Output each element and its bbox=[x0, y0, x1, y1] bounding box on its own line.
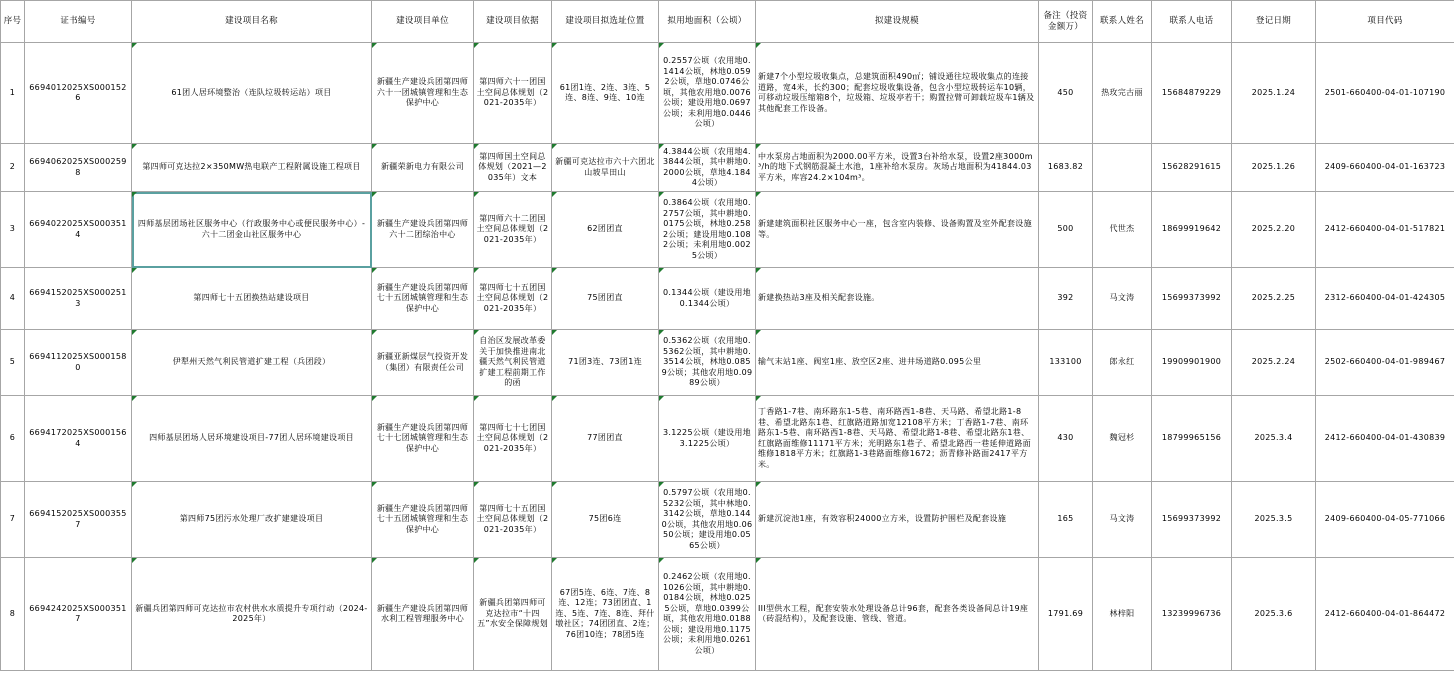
project-name-cell[interactable] bbox=[132, 396, 372, 482]
investment-cell[interactable] bbox=[1039, 268, 1093, 330]
cell-text: 0.1344公顷（建设用地0.1344公顷） bbox=[663, 288, 751, 308]
cell-text: 新疆生产建设兵团第四师六十一团城镇管理和生态保护中心 bbox=[376, 77, 469, 108]
location-cell[interactable] bbox=[552, 330, 659, 396]
column-header[interactable]: 备注（投资金额万） bbox=[1039, 1, 1093, 43]
cell-text: 61团1连、2连、3连、5连、8连、9连、10连 bbox=[559, 82, 651, 102]
table-row bbox=[1, 396, 1454, 482]
cell-text: 77团团直 bbox=[587, 433, 623, 443]
cell-text: 15699373992 bbox=[1161, 293, 1222, 303]
land-area-cell[interactable] bbox=[659, 192, 756, 268]
column-header[interactable]: 建设项目拟选址位置 bbox=[552, 1, 659, 43]
cell-text: 2025.2.24 bbox=[1251, 357, 1296, 367]
table-row bbox=[1, 43, 1454, 144]
column-header[interactable]: 序号 bbox=[1, 1, 25, 43]
cell-text: 2409-660400-04-01-163723 bbox=[1324, 162, 1446, 172]
cell-text: 6694152025XS0003557 bbox=[29, 509, 127, 529]
cell-text: 2025.3.6 bbox=[1254, 608, 1293, 618]
cell-text: 第四师七十七团国土空间总体规划（2021-2035年） bbox=[476, 422, 549, 453]
land-area-cell[interactable] bbox=[659, 396, 756, 482]
cell-text: 62团团直 bbox=[587, 224, 623, 234]
cell-text: 新建换热站3座及相关配套设施。 bbox=[758, 293, 880, 303]
column-header[interactable]: 联系人电话 bbox=[1152, 1, 1232, 43]
cell-text: 15628291615 bbox=[1161, 162, 1222, 172]
land-area-cell[interactable] bbox=[659, 482, 756, 558]
project-name-cell[interactable] bbox=[132, 558, 372, 671]
cell-text: 2025.3.4 bbox=[1254, 433, 1293, 443]
cell-text: 450 bbox=[1057, 87, 1074, 97]
row-number-cell[interactable] bbox=[1, 268, 25, 330]
cell-text: 2312-660400-04-01-424305 bbox=[1324, 293, 1446, 303]
cell-text: 6694152025XS0002513 bbox=[29, 288, 127, 308]
cell-text: 430 bbox=[1057, 433, 1074, 443]
register-date-cell[interactable] bbox=[1232, 268, 1316, 330]
table-row bbox=[1, 330, 1454, 396]
row-number-cell[interactable] bbox=[1, 482, 25, 558]
table-row bbox=[1, 192, 1454, 268]
cell-text: 133100 bbox=[1049, 357, 1082, 367]
cell-text: 6694062025XS0002598 bbox=[29, 157, 127, 177]
cell-text: 71团3连、73团1连 bbox=[568, 357, 642, 367]
project-name-cell[interactable] bbox=[132, 144, 372, 192]
cell-text: 500 bbox=[1057, 224, 1074, 234]
project-name-cell[interactable] bbox=[132, 482, 372, 558]
cell-text: 第四师75团污水处理厂改扩建建设项目 bbox=[179, 514, 324, 524]
cell-text: 新疆生产建设兵团第四师七十七团城镇管理和生态保护中心 bbox=[376, 422, 469, 453]
location-cell[interactable] bbox=[552, 43, 659, 144]
register-date-cell[interactable] bbox=[1232, 330, 1316, 396]
cell-text: 13239996736 bbox=[1161, 608, 1222, 618]
cell-text: 新疆生产建设兵团第四师七十五团城镇管理和生态保护中心 bbox=[376, 282, 469, 313]
project-code-cell[interactable] bbox=[1316, 482, 1454, 558]
cell-text: 新疆亚新煤层气投资开发（集团）有限责任公司 bbox=[376, 352, 469, 372]
register-date-cell[interactable] bbox=[1232, 482, 1316, 558]
table-row bbox=[1, 482, 1454, 558]
construction-scale-cell[interactable] bbox=[756, 330, 1039, 396]
cell-text: 新疆兵团第四师可克达拉市农村供水水质提升专项行动（2024-2025年） bbox=[135, 603, 368, 623]
cell-text: 8 bbox=[9, 608, 16, 618]
row-number-cell[interactable] bbox=[1, 396, 25, 482]
cell-text: 新疆可克达拉市六十六团北山坡旱田山 bbox=[555, 157, 655, 177]
column-header[interactable]: 证书编号 bbox=[25, 1, 132, 43]
investment-cell[interactable] bbox=[1039, 396, 1093, 482]
cell-text: 67团5连、6连、7连、8连、12连；73团团直、1连、5连、7连、8连、拜什墩社区；74团团直、2连；76团10连；78团5连 bbox=[555, 587, 655, 639]
register-date-cell[interactable] bbox=[1232, 192, 1316, 268]
cell-text: 林梓阳 bbox=[1109, 608, 1135, 618]
cell-text: 6 bbox=[9, 433, 16, 443]
cell-text: 2025.1.24 bbox=[1251, 87, 1296, 97]
row-number-cell[interactable] bbox=[1, 144, 25, 192]
project-code-cell[interactable] bbox=[1316, 330, 1454, 396]
cell-text: 自治区发展改革委关于加快推进南北疆天然气利民管道扩建工程前期工作的函 bbox=[479, 336, 546, 388]
project-basis-cell[interactable] bbox=[474, 330, 552, 396]
column-header[interactable]: 联系人姓名 bbox=[1093, 1, 1152, 43]
cell-text: 18699919642 bbox=[1161, 224, 1222, 234]
project-unit-cell[interactable] bbox=[372, 482, 474, 558]
cell-text: 61团人居环境整治（连队垃圾转运站）项目 bbox=[171, 87, 332, 97]
project-basis-cell[interactable] bbox=[474, 43, 552, 144]
construction-scale-cell[interactable] bbox=[756, 43, 1039, 144]
location-cell[interactable] bbox=[552, 144, 659, 192]
contact-phone-cell[interactable] bbox=[1152, 268, 1232, 330]
register-date-cell[interactable] bbox=[1232, 43, 1316, 144]
cell-text: 新疆生产建设兵团第四师七十五团城镇管理和生态保护中心 bbox=[376, 503, 469, 534]
cell-text: 新疆兵团第四师可克达拉市“十四五”水安全保障规划 bbox=[477, 598, 548, 629]
project-code-cell[interactable] bbox=[1316, 558, 1454, 671]
row-number-cell[interactable] bbox=[1, 192, 25, 268]
cell-text: 6694242025XS0003517 bbox=[29, 603, 127, 623]
cell-text: 6694022025XS0003514 bbox=[29, 219, 127, 239]
cert-number-cell[interactable] bbox=[25, 396, 132, 482]
contact-phone-cell[interactable] bbox=[1152, 43, 1232, 144]
cell-text: 第四师可克达拉2×350MW热电联产工程附属设施工程项目 bbox=[142, 162, 361, 172]
cell-text: 7 bbox=[9, 514, 16, 524]
land-area-cell[interactable] bbox=[659, 144, 756, 192]
location-cell[interactable] bbox=[552, 558, 659, 671]
cell-text: 新疆荣新电力有限公司 bbox=[381, 162, 464, 172]
row-number-cell[interactable] bbox=[1, 330, 25, 396]
cell-text: 2502-660400-04-01-989467 bbox=[1324, 357, 1446, 367]
land-area-cell[interactable] bbox=[659, 43, 756, 144]
land-area-cell[interactable] bbox=[659, 268, 756, 330]
cell-text: 0.5362公顷（农用地0.5362公顷，其中耕地0.3514公顷，林地0.0859公顷；其他农用地0.0989公顷） bbox=[661, 336, 753, 388]
cell-text: 第四师六十一团国土空间总体规划（2021-2035年） bbox=[476, 77, 549, 108]
contact-phone-cell[interactable] bbox=[1152, 144, 1232, 192]
contact-phone-cell[interactable] bbox=[1152, 396, 1232, 482]
contact-name-cell[interactable] bbox=[1093, 330, 1152, 396]
contact-phone-cell[interactable] bbox=[1152, 482, 1232, 558]
cell-text: 1683.82 bbox=[1047, 162, 1084, 172]
cell-text: 5 bbox=[9, 357, 16, 367]
project-unit-cell[interactable] bbox=[372, 144, 474, 192]
contact-name-cell[interactable] bbox=[1093, 43, 1152, 144]
table-row bbox=[1, 268, 1454, 330]
cell-text: 新疆生产建设兵团第四师六十二团综治中心 bbox=[376, 219, 469, 239]
cell-text: 1 bbox=[9, 87, 16, 97]
column-header[interactable]: 建设项目依据 bbox=[474, 1, 552, 43]
cell-text: 3 bbox=[9, 224, 16, 234]
cell-text: 2025.1.26 bbox=[1251, 162, 1296, 172]
construction-scale-cell[interactable] bbox=[756, 144, 1039, 192]
column-header[interactable]: 建设项目名称 bbox=[132, 1, 372, 43]
column-header[interactable]: 建设项目单位 bbox=[372, 1, 474, 43]
cell-text: 新建建筑面积社区服务中心一座，包含室内装修、设备购置及室外配套设施等。 bbox=[758, 219, 1032, 239]
cell-text: 马文涛 bbox=[1109, 514, 1135, 524]
contact-name-cell[interactable] bbox=[1093, 396, 1152, 482]
investment-cell[interactable] bbox=[1039, 43, 1093, 144]
location-cell[interactable] bbox=[552, 396, 659, 482]
construction-scale-cell[interactable] bbox=[756, 558, 1039, 671]
project-basis-cell[interactable] bbox=[474, 396, 552, 482]
cert-number-cell[interactable] bbox=[25, 192, 132, 268]
project-code-cell[interactable] bbox=[1316, 144, 1454, 192]
project-unit-cell[interactable] bbox=[372, 558, 474, 671]
cell-text: 2412-660400-04-01-517821 bbox=[1324, 224, 1446, 234]
cell-text: 4 bbox=[9, 293, 16, 303]
cell-text: 75团团直 bbox=[587, 293, 623, 303]
cert-number-cell[interactable] bbox=[25, 144, 132, 192]
construction-scale-cell[interactable] bbox=[756, 268, 1039, 330]
cell-text: 0.3864公顷（农用地0.2757公顷，其中耕地0.0175公顷，林地0.2582公顷；建设用地0.1082公顷；未利用地0.0025公顷） bbox=[663, 198, 751, 260]
table-row bbox=[1, 558, 1454, 671]
project-unit-cell[interactable] bbox=[372, 330, 474, 396]
project-basis-cell[interactable] bbox=[474, 144, 552, 192]
column-header[interactable]: 项目代码 bbox=[1316, 1, 1454, 43]
cell-text: 2025.3.5 bbox=[1254, 514, 1293, 524]
project-unit-cell[interactable] bbox=[372, 43, 474, 144]
cell-text: 热玫完古丽 bbox=[1101, 87, 1143, 97]
cell-text: 0.5797公顷（农用地0.5232公顷，其中林地0.3142公顷，草地0.1440公顷，其他农用地0.0650公顷；建设用地0.0565公顷） bbox=[661, 488, 753, 550]
contact-phone-cell[interactable] bbox=[1152, 558, 1232, 671]
cell-text: III型供水工程，配套安装水处理设备总计96套，配套各类设备间总计19座（砖混结构），及配套设施、管线、管道。 bbox=[758, 603, 1029, 623]
project-basis-cell[interactable] bbox=[474, 558, 552, 671]
construction-scale-cell[interactable] bbox=[756, 192, 1039, 268]
cell-text: 0.2462公顷（农用地0.1026公顷，其中耕地0.0184公顷，林地0.0255公顷，草地0.0399公顷，其他农用地0.0188公顷；建设用地0.1175公顷；未利用地0.0261公顷） bbox=[663, 572, 751, 655]
register-date-cell[interactable] bbox=[1232, 558, 1316, 671]
cell-text: 0.2557公顷（农用地0.1414公顷，林地0.0592公顷，草地0.0746公顷，其他农用地0.0076公顷；建设用地0.0697公顷；未利用地0.0446公顷） bbox=[663, 56, 751, 129]
cell-text: 18799965156 bbox=[1161, 433, 1222, 443]
project-name-cell[interactable] bbox=[132, 43, 372, 144]
cell-text: 四师基层团场社区服务中心（行政服务中心或便民服务中心）-六十二团金山社区服务中心 bbox=[137, 219, 366, 239]
investment-cell[interactable] bbox=[1039, 330, 1093, 396]
cell-text: 中水泵房占地面积为2000.00平方米，设置3台补给水泵，设置2座3000m³/h的地下式钢筋混凝土水池，1座补给水泵房。灰场占地面积为41844.03平方米，库容24.2×104m³。 bbox=[758, 151, 1033, 182]
cert-number-cell[interactable] bbox=[25, 268, 132, 330]
cell-text: 第四师七十五团国土空间总体规划（2021-2035年） bbox=[476, 282, 549, 313]
cell-text: 2025.2.20 bbox=[1251, 224, 1296, 234]
cell-text: 第四师七十五团国土空间总体规划（2021-2035年） bbox=[476, 503, 549, 534]
cell-text: 第四师国土空间总体规划（2021—2035年）文本 bbox=[478, 151, 547, 182]
cell-text: 伊犁州天然气利民管道扩建工程（兵团段） bbox=[172, 357, 331, 367]
project-basis-cell[interactable] bbox=[474, 268, 552, 330]
cell-text: 392 bbox=[1057, 293, 1074, 303]
register-date-cell[interactable] bbox=[1232, 144, 1316, 192]
cell-text: 第四师六十二团国土空间总体规划（2021-2035年） bbox=[476, 213, 549, 244]
cell-text: 输气末站1座、阀室1座、放空区2座、进井场道路0.095公里 bbox=[758, 357, 982, 367]
cell-text: 6694172025XS0001564 bbox=[29, 428, 127, 448]
cell-text: 2501-660400-04-01-107190 bbox=[1324, 87, 1446, 97]
cell-text: 2409-660400-04-05-771066 bbox=[1324, 514, 1446, 524]
project-name-cell[interactable] bbox=[132, 268, 372, 330]
project-basis-cell[interactable] bbox=[474, 482, 552, 558]
cell-text: 19909901900 bbox=[1161, 357, 1222, 367]
cell-text: 新疆生产建设兵团第四师水利工程管理服务中心 bbox=[376, 603, 469, 623]
cell-text: 郎永红 bbox=[1109, 357, 1135, 367]
contact-name-cell[interactable] bbox=[1093, 144, 1152, 192]
cell-text: 2 bbox=[9, 162, 16, 172]
construction-scale-cell[interactable] bbox=[756, 396, 1039, 482]
row-number-cell[interactable] bbox=[1, 558, 25, 671]
investment-cell[interactable] bbox=[1039, 144, 1093, 192]
column-header[interactable]: 拟用地面积（公顷） bbox=[659, 1, 756, 43]
contact-name-cell[interactable] bbox=[1093, 268, 1152, 330]
cell-text: 新建沉淀池1座，有效容积24000立方米，设置防护围栏及配套设施 bbox=[758, 514, 1007, 524]
row-number-cell[interactable] bbox=[1, 43, 25, 144]
cell-text: 马文涛 bbox=[1109, 293, 1135, 303]
construction-scale-cell[interactable] bbox=[756, 482, 1039, 558]
cell-text: 2412-660400-04-01-430839 bbox=[1324, 433, 1446, 443]
cell-text: 165 bbox=[1057, 514, 1074, 524]
project-code-cell[interactable] bbox=[1316, 43, 1454, 144]
investment-cell[interactable] bbox=[1039, 558, 1093, 671]
project-name-cell[interactable] bbox=[132, 330, 372, 396]
contact-name-cell[interactable] bbox=[1093, 558, 1152, 671]
investment-cell[interactable] bbox=[1039, 192, 1093, 268]
cell-text: 15699373992 bbox=[1161, 514, 1222, 524]
project-name-cell[interactable] bbox=[132, 192, 372, 268]
investment-cell[interactable] bbox=[1039, 482, 1093, 558]
column-header[interactable]: 拟建设规模 bbox=[756, 1, 1039, 43]
location-cell[interactable] bbox=[552, 268, 659, 330]
cell-text: 3.1225公顷（建设用地3.1225公顷） bbox=[663, 428, 751, 448]
cell-text: 6694012025XS0001526 bbox=[29, 82, 127, 102]
cell-text: 6694112025XS0001580 bbox=[29, 352, 127, 372]
cell-text: 1791.69 bbox=[1047, 608, 1084, 618]
cell-text: 15684879229 bbox=[1161, 87, 1222, 97]
cert-number-cell[interactable] bbox=[25, 330, 132, 396]
cell-text: 代世杰 bbox=[1109, 224, 1135, 234]
header-row bbox=[1, 1, 1454, 43]
project-unit-cell[interactable] bbox=[372, 396, 474, 482]
location-cell[interactable] bbox=[552, 482, 659, 558]
table-row bbox=[1, 144, 1454, 192]
cell-text: 新建7个小型垃圾收集点，总建筑面积490㎡；铺设通往垃圾收集点的连接道路，宽4米，长约300；配套垃圾收集设备，包含小型垃圾转运车10辆，可移动垃圾压缩箱8个，垃圾箱、垃圾亭若干；购置拉臂可卸载垃圾车1辆及其他配套工作设备。 bbox=[758, 72, 1035, 113]
cell-text: 4.3844公顷（农用地4.3844公顷，其中耕地0.2000公顷，草地4.1844公顷） bbox=[663, 146, 751, 187]
cell-text: 魏冠杉 bbox=[1109, 433, 1135, 443]
contact-phone-cell[interactable] bbox=[1152, 330, 1232, 396]
contact-name-cell[interactable] bbox=[1093, 192, 1152, 268]
cert-number-cell[interactable] bbox=[25, 482, 132, 558]
land-area-cell[interactable] bbox=[659, 558, 756, 671]
location-cell[interactable] bbox=[552, 192, 659, 268]
cert-number-cell[interactable] bbox=[25, 558, 132, 671]
contact-name-cell[interactable] bbox=[1093, 482, 1152, 558]
cell-text: 第四师七十五团换热站建设项目 bbox=[193, 293, 310, 303]
column-header[interactable]: 登记日期 bbox=[1232, 1, 1316, 43]
cell-text: 2025.2.25 bbox=[1251, 293, 1296, 303]
register-date-cell[interactable] bbox=[1232, 396, 1316, 482]
project-code-cell[interactable] bbox=[1316, 268, 1454, 330]
project-code-cell[interactable] bbox=[1316, 192, 1454, 268]
project-unit-cell[interactable] bbox=[372, 192, 474, 268]
project-code-cell[interactable] bbox=[1316, 396, 1454, 482]
land-area-cell[interactable] bbox=[659, 330, 756, 396]
cell-text: 2412-660400-04-01-864472 bbox=[1324, 608, 1446, 618]
cert-number-cell[interactable] bbox=[25, 43, 132, 144]
project-basis-cell[interactable] bbox=[474, 192, 552, 268]
cell-text: 四师基层团场人居环境建设项目-77团人居环境建设项目 bbox=[149, 433, 354, 443]
contact-phone-cell[interactable] bbox=[1152, 192, 1232, 268]
cell-text: 丁香路1-7巷、南环路东1-5巷、南环路西1-8巷、天马路、希望北路1-8巷、希望北路东1巷、红旗路道路加宽12108平方米；丁香路1-7巷、南环路东1-5巷、南环路西1-8巷、天马路、希望北路1-8巷、希望北路东1巷、红旗路面维修11171平方米；光明路东1巷子、希望北路西一巷延伸道路面维修1818平方米；红旗路1-3巷路面维修1672；沥青修补路面2417平方米。 bbox=[758, 407, 1032, 469]
project-unit-cell[interactable] bbox=[372, 268, 474, 330]
cell-text: 75团6连 bbox=[588, 514, 622, 524]
